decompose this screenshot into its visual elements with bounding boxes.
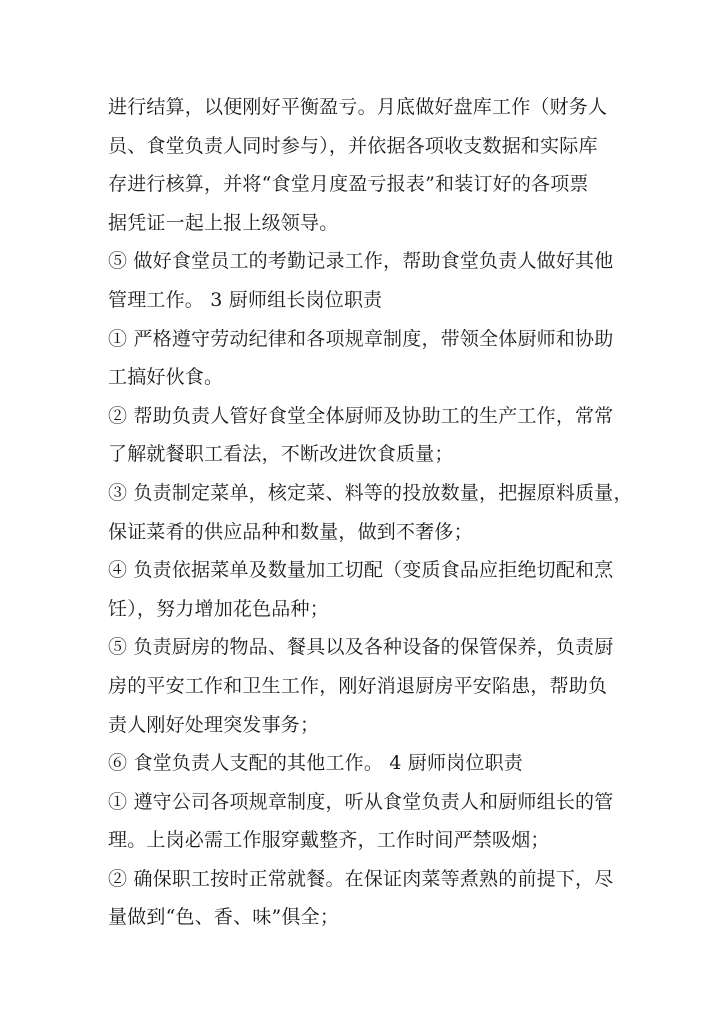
text-line: 了解就餐职工看法，不断改进饮食质量； [108,443,454,466]
text-line: ② 确保职工按时正常就餐。在保证肉菜等煮熟的前提下，尽 [108,867,614,890]
text-line: ⑤ 做好食堂员工的考勤记录工作，帮助食堂负责人做好其他 [108,250,614,273]
text-line: 据凭证一起上报上级领导。 [108,211,339,234]
text-line: 房的平安工作和卫生工作，刚好消退厨房平安陷患，帮助负 [108,674,608,697]
text-line: 饪），努力增加花色品种； [108,597,329,620]
text-line: ① 严格遵守劳动纪律和各项规章制度，带领全体厨师和协助 [108,327,614,350]
text-line: ② 帮助负责人管好食堂全体厨师及协助工的生产工作，常常 [108,404,614,427]
text-line: 责人刚好处理突发事务； [108,713,320,736]
text-line: ⑥ 食堂负责人支配的其他工作。 4 厨师岗位职责 [108,752,524,775]
text-line: 理。上岗必需工作服穿戴整齐，工作时间严禁吸烟； [108,829,550,852]
text-line: 量做到“色、香、味”俱全； [108,906,340,929]
text-line: 管理工作。 3 厨师组长岗位职责 [108,288,383,311]
document-body [108,88,633,937]
text-line: 保证菜肴的供应品种和数量，做到不奢侈； [108,520,473,543]
text-line: 进行结算，以便刚好平衡盈亏。月底做好盘库工作（财务人 [108,96,608,118]
text-line: ⑤ 负责厨房的物品、餐具以及各种设备的保管保养，负责厨 [108,636,614,659]
text-line: 员、食堂负责人同时参与），并依据各项收支数据和实际库 [108,134,598,157]
text-line: ① 遵守公司各项规章制度，听从食堂负责人和厨师组长的管 [108,790,614,813]
text-line: 存进行核算，并将“食堂月度盈亏报表”和装订好的各项票 [108,173,589,196]
text-line: ③ 负责制定菜单，核定菜、料等的投放数量，把握原料质量， [108,481,633,504]
text-line: 工搞好伙食。 [108,366,224,389]
text-line: ④ 负责依据菜单及数量加工切配（变质食品应拒绝切配和烹 [108,559,614,582]
